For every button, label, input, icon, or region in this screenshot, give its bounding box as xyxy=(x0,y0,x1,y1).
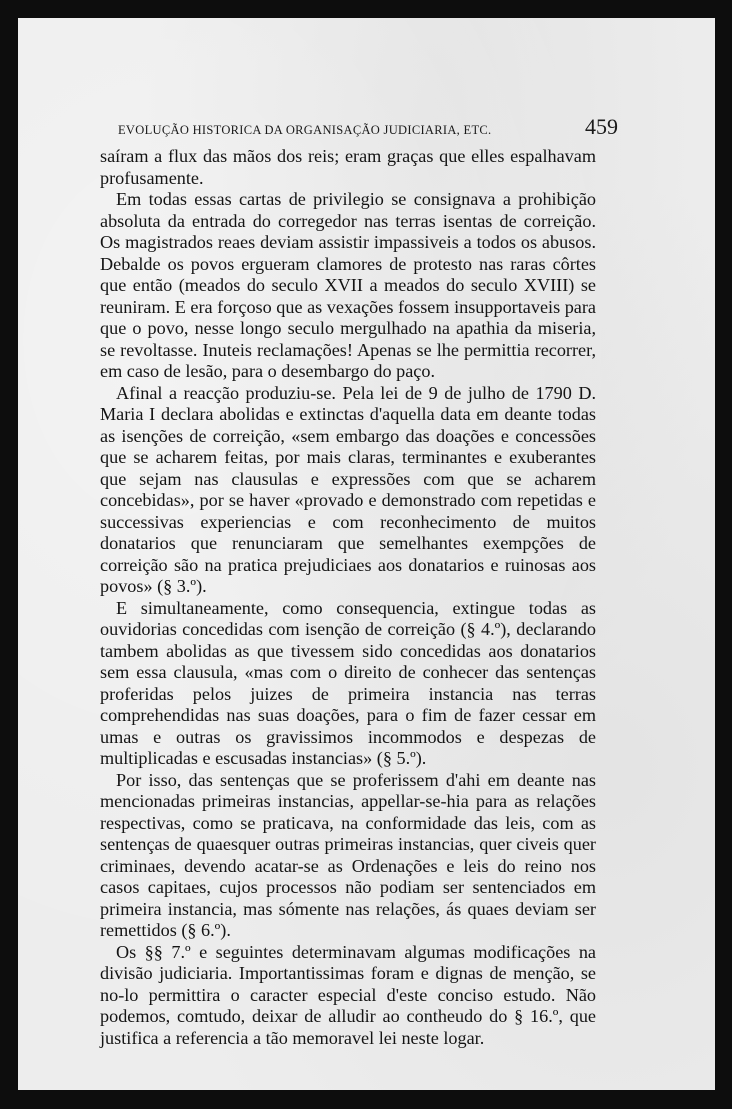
running-head: EVOLUÇÃO HISTORICA DA ORGANISAÇÃO JUDICIARIA, ETC. xyxy=(118,123,492,137)
page-header xyxy=(118,114,618,140)
page-number: 459 xyxy=(585,114,618,139)
paragraph: Em todas essas cartas de privilegio se consignava a prohibição absoluta da entrada do corregedor nas terras isentas de correição. Os magistrados reaes deviam assistir impassiveis a todos os abusos. Debalde os povos ergueram clamores de protesto nas raras côrtes que então (meados do seculo XVII a meados do seculo XVIII) se reuniram. E era forçoso que as vexações fossem insupportaveis para que o povo, nesse longo seculo mergulhado na apathia da miseria, se revoltasse. Inuteis reclamações! Apenas se lhe permittia recorrer, em caso de lesão, para o desembargo do paço. xyxy=(100,189,596,381)
paragraph: E simultaneamente, como consequencia, extingue todas as ouvidorias concedidas com isenção de correição (§ 4.º), declarando tambem abolidas as que tivessem sido concedidas aos donatarios sem essa clausula, «mas com o direito de conhecer das sentenças proferidas pelos juizes de primeira instancia nas terras comprehendidas nas suas doações, para o fim de fazer cessar em umas e outras os gravissimos incommodos e despezas de multiplicadas e escusadas instancias» (§ 5.º). xyxy=(100,597,596,768)
paragraph: Afinal a reacção produziu-se. Pela lei de 9 de julho de 1790 D. Maria I declara abolidas e extinctas d'aquella data em deante todas as isenções de correição, «sem embargo das doações e concessões que se acharem feitas, por mais claras, terminantes e exuberantes que sejam nas clausulas e expressões com que se acharem concebidas», por se haver «provado e demonstrado com repetidas e successivas experiencias e com reconhecimento de muitos donatarios que renunciaram que semelhantes exempções de correição são na pratica prejudiciaes aos donatarios e ruinosas aos povos» (§ 3.º). xyxy=(100,382,596,596)
paragraph: Por isso, das sentenças que se proferissem d'ahi em deante nas mencionadas primeiras instancias, appellar-se-hia para as relações respectivas, como se praticava, na conformidade das leis, com as sentenças de quaesquer outras primeiras instancias, quer civeis quer criminaes, devendo acatar-se as Ordenações e leis do reino nos casos capitaes, cujos processos não podiam ser sentenciados em primeira instancia, mas sómente nas relações, ás quaes deviam ser remettidos (§ 6.º). xyxy=(100,769,596,940)
body-text xyxy=(100,146,596,1049)
book-page xyxy=(18,18,715,1090)
paragraph: saíram a flux das mãos dos reis; eram graças que elles espalhavam profusamente. xyxy=(100,146,596,188)
paragraph: Os §§ 7.º e seguintes determinavam algumas modificações na divisão judiciaria. Importantissimas foram e dignas de menção, se no-lo permittira o caracter especial d'este conciso estudo. Não podemos, comtudo, deixar de alludir ao contheudo do § 16.º, que justifica a referencia a tão memoravel lei neste logar. xyxy=(100,941,596,1048)
